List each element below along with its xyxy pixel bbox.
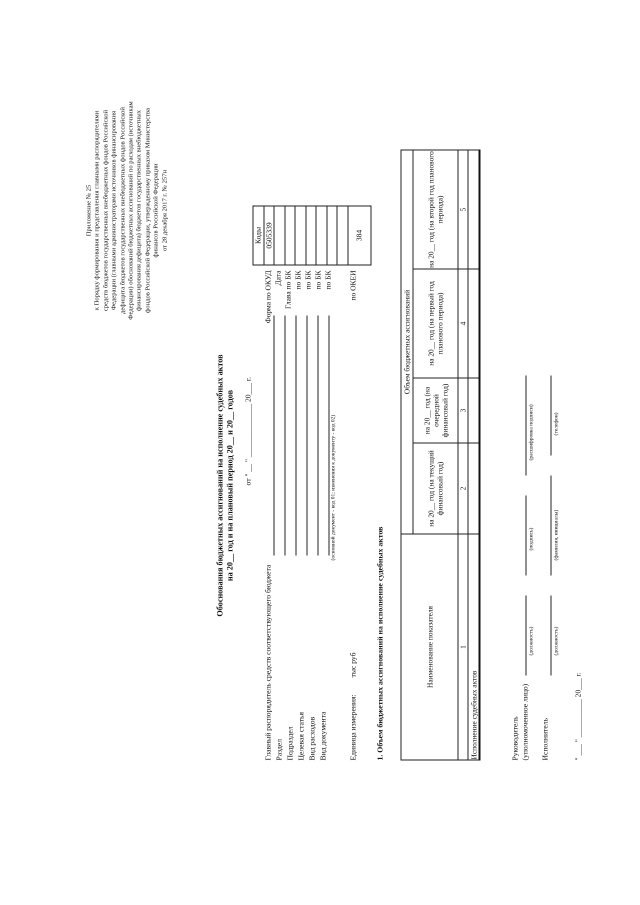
sig-head-decoding-line	[525, 375, 526, 475]
field-vid-rashodov-line	[317, 315, 318, 555]
appendix-date: от 28 декабря 2017 г. № 257н	[160, 169, 168, 251]
field-gr-line	[273, 315, 274, 555]
label-glava: Глава по БК	[283, 270, 292, 309]
field-razdel-line	[284, 315, 285, 555]
code-bk-4	[326, 206, 337, 265]
sig-date: " ___ " __________ 20___ г.	[573, 671, 582, 760]
field-podrazdel-line	[295, 315, 296, 555]
field-vid-doc-line	[328, 315, 329, 555]
title-line-1: Обоснования бюджетных ассигнований на исполнение судебных актов	[215, 353, 224, 617]
label-date: Дата	[273, 270, 282, 285]
num-5: 5	[458, 150, 468, 269]
field-razdel: Раздел	[274, 738, 283, 760]
code-okud: 0505339	[263, 206, 274, 265]
row-1-label: Исполнение судебных актов	[468, 534, 480, 760]
sig-exec-position-line	[550, 595, 551, 675]
field-celevaya-line	[306, 315, 307, 555]
sig-head: Руководитель	[510, 715, 519, 760]
col-header-3: на 20__ год (на первый год планового периода)	[413, 269, 458, 378]
section-1-title: 1. Объем бюджетных ассигнований на исполнение судебных актов	[375, 526, 384, 760]
sig-exec-fio-line	[550, 475, 551, 575]
sig-head-signature: (подпись)	[528, 527, 534, 550]
col-header-4: на 20__ год (на второй год планового периода)	[413, 150, 458, 269]
sig-head-sub: (уполномоченное лицо)	[520, 683, 529, 760]
code-empty	[337, 206, 348, 265]
num-4: 4	[458, 269, 468, 378]
field-podrazdel: Подраздел	[285, 726, 294, 760]
col-header-1: на 20__ год (на текущий финансовый год)	[413, 443, 458, 534]
sig-executor: Исполнитель	[540, 717, 549, 760]
sig-exec-position: (должность)	[553, 626, 559, 655]
date-line: от " __ " ______________ 20___ г.	[243, 376, 252, 485]
codes-header: Коды	[253, 206, 264, 265]
code-bk-1	[295, 206, 306, 265]
field-celevaya: Целевая статья	[296, 711, 305, 760]
code-bk-3	[316, 206, 327, 265]
title-line-2: на 20__ год и на плановый период 20__ и 20__ годов	[225, 389, 234, 581]
col-header-2: на 20__ год (на очередной финансовый год)	[413, 378, 458, 443]
row-1-cell-3	[468, 269, 480, 378]
sig-exec-phone: (телефон)	[553, 411, 559, 435]
appendix-body: к Порядку формирования и представления главными распорядителями средств бюджетов государственных внебюджетных фондов Российской Федерации (главными администраторами источников финансирования дефицита бюджетов государственных внебюджетных фондов Российской Федерации) обоснований бюджетных ассигнований по расходам (источникам финансирования дефицита) бюджетов государственных внебюджетных фондов Российской Федерации, утвержденному приказом Министерства финансов Российской Федерации	[93, 100, 160, 320]
unit-value: тыс руб	[348, 652, 357, 677]
code-bk-2	[305, 206, 316, 265]
main-table	[400, 149, 480, 760]
label-okud: Форма по ОКУД	[263, 270, 272, 323]
label-okei: по ОКЕИ	[348, 270, 357, 301]
row-1-cell-1	[468, 443, 480, 534]
sig-exec-fio: (фамилия, инициалы)	[553, 509, 559, 560]
col-name-header: Наименование показателя	[401, 534, 458, 760]
label-bk-1: по БК	[293, 270, 302, 289]
group-header: Объем бюджетных ассигнований	[401, 150, 413, 534]
unit-label: Единица измерения:	[348, 693, 357, 760]
code-date	[274, 206, 285, 265]
doc-type-hint: (основной документ - код 01; изменения к документу - код 02)	[330, 414, 336, 560]
field-gr: Главный распорядитель средств соответствующего бюджета	[263, 564, 272, 760]
sig-exec-phone-line	[550, 375, 551, 455]
field-vid-rashodov: Вид расходов	[307, 716, 316, 760]
appendix-number: Приложение № 25	[85, 184, 92, 236]
num-3: 3	[458, 378, 468, 443]
label-bk-3: по БК	[313, 270, 322, 289]
appendix-block	[85, 100, 169, 320]
num-1: 1	[458, 534, 468, 760]
label-bk-4: по БК	[323, 270, 332, 289]
field-vid-doc: Вид документа	[318, 711, 327, 760]
sig-head-decoding: (расшифровка подписи)	[528, 403, 534, 460]
sig-head-position-line	[525, 595, 526, 675]
row-1-cell-4	[468, 150, 480, 269]
sig-head-signature-line	[525, 495, 526, 575]
row-1-cell-2	[468, 378, 480, 443]
code-okei: 384	[347, 206, 370, 265]
num-2: 2	[458, 443, 468, 534]
codes-table	[252, 205, 371, 265]
sig-head-position: (должность)	[528, 626, 534, 655]
label-bk-2: по БК	[303, 270, 312, 289]
code-glava	[284, 206, 295, 265]
document-title	[215, 205, 235, 765]
